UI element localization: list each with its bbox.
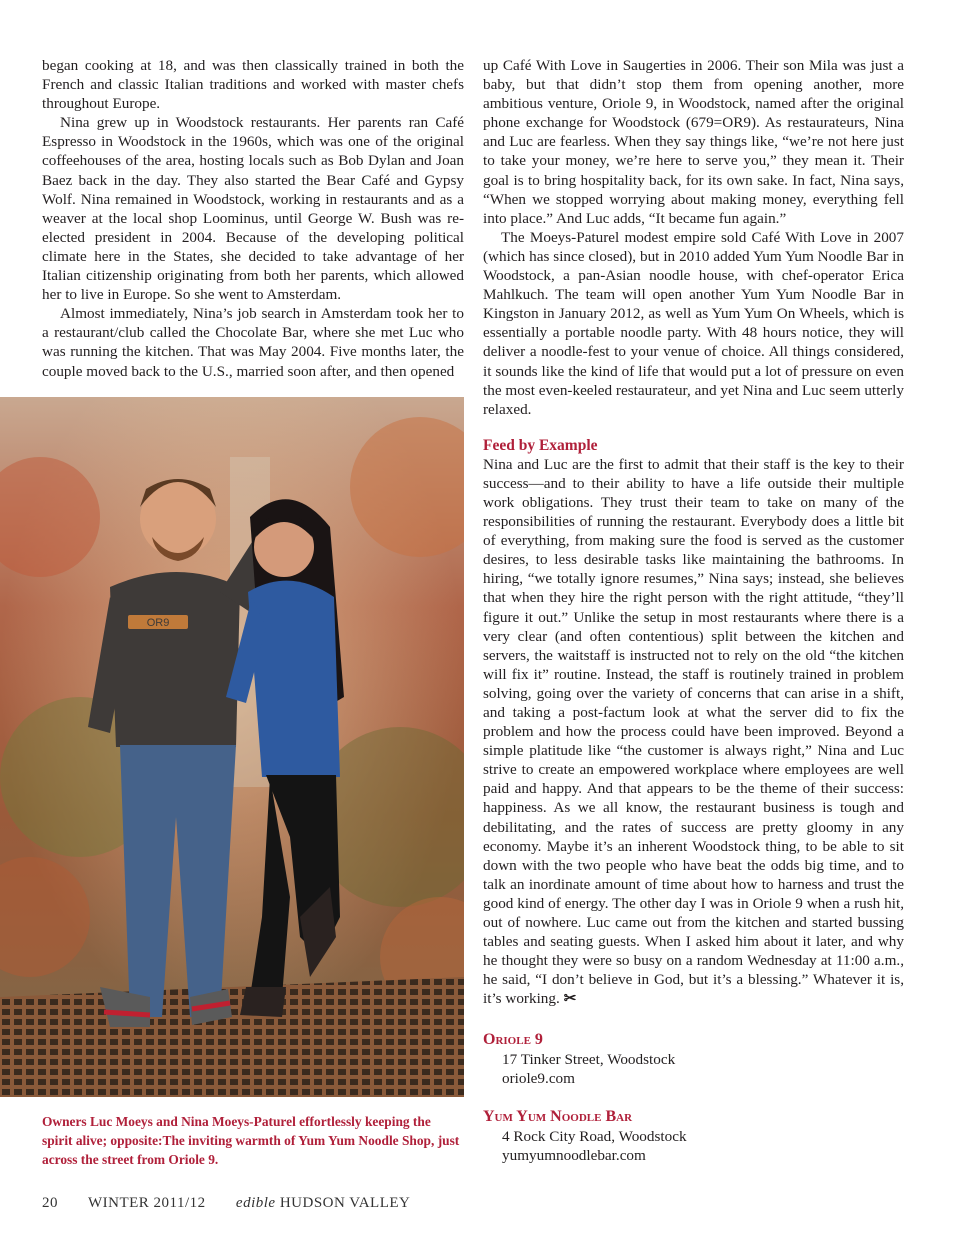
restaurant-listing	[483, 1107, 904, 1166]
listing-address: 17 Tinker Street, Woodstock	[502, 1050, 676, 1068]
body-paragraph	[483, 455, 904, 1009]
restaurant-listing	[483, 1030, 904, 1089]
left-text-column	[42, 56, 464, 381]
listing-url[interactable]: yumyumnoodlebar.com	[502, 1147, 646, 1164]
owners-photo	[0, 397, 464, 1097]
magazine-name	[236, 1195, 410, 1211]
section-subhead: Feed by Example	[483, 436, 598, 454]
photo-illustration	[0, 397, 464, 1097]
body-paragraph: Almost immediately, Nina’s job search in Amsterdam took her to a restaurant/club called the Chocolate Bar, where she met Luc who was running the kitchen. That was May 2004. Five months later, the couple moved back to the U.S., married soon after, and then opened	[42, 305, 464, 380]
photo-caption: Owners Luc Moeys and Nina Moeys-Paturel effortlessly keeping the spirit alive; opposite:The inviting warmth of Yum Yum Noodle Shop, just across the street from Oriole 9.	[42, 1114, 460, 1167]
magazine-title: HUDSON VALLEY	[279, 1195, 411, 1211]
body-paragraph: Nina grew up in Woodstock restaurants. Her parents ran Café Espresso in Woodstock in the 1960s, which was one of the original coffeehouses of the area, hosting locals such as Bob Dylan and Joan Baez back in the day. They also started the Bear Café and Gypsy Wolf. Nina remained in Woodstock, working in restaurants and as a weaver at the local shop Loominus, until George W. Bush was re-elected president in 2004. Because of the developing political climate here in the States, she decided to take advantage of her Italian citizenship originating from both her parents, which allowed her to live in Europe. So she went to Amsterdam.	[42, 114, 464, 304]
issue-label: WINTER 2011/12	[87, 1195, 206, 1211]
fork-knife-end-icon: ✂	[563, 990, 577, 1008]
listing-name: Oriole 9	[483, 1031, 543, 1048]
feed-paragraph-text: Nina and Luc are the first to admit that their staff is the key to their success—and to their ability to have a life outside their multiple work obligations. They trust their team to take on many of the responsibilities of running the restaurant. Everybody does a little bit of everything, from making sure the food is served as the customer desires, to less desirable tasks like maintaining the bathrooms. In hiring, “we totally ignore resumes,” Nina says; instead, she believes that when they hire the right person with the right attitude, “they’ll figure it out.” Unlike the setup in most restaurants where there is a very clear (and often contentious) split between the kitchen and servers, the waitstaff is instructed not to rely on the old “the kitchen will fix it” routine. Instead, the staff is routinely trained in problem solving, going over the variety of concerns that can arise in a shift, and taking a post-factum look at what the server did to fix the problem and how the process could have been improved. Beyond a simple platitude like “the customer is always right,” Nina and Luc strive to create an empowered workplace where employees are well paid and happy. And that appears to be the theme of their success: happiness. As we all know, the restaurant business is tough and debilitating, and the rates of success are pretty gloomy in any economy. Maybe it’s an inherent Woodstock thing, to be able to sit down with the two people who have beat the odds big time, and to talk an inordinate amount of time about how to harness and trust the good kind of energy. The other day I was in Oriole 9 when a rush hit, out of nowhere. Luc came out from the kitchen and started bussing tables and seating guests. When I asked him about it later, and why he thought they were so busy on a random Wednesday at 11:00 a.m., he said, “I don’t believe in God, but it’s a blessing.” Whatever it is, it’s working.	[483, 455, 904, 1008]
body-paragraph: up Café With Love in Saugerties in 2006. Their son Mila was just a baby, but that didn’t stop them from opening another, more ambitious venture, Oriole 9, in Woodstock, named after the original phone exchange for Woodstock (679=OR9). As restaurateurs, Nina and Luc are fearless. When they say things like, “we’re not here just to take your money, we’re here to serve you,” they mean it. Their goal is to bring hospitality back, for its own sake. In fact, Nina says, “When we stopped worrying about making money, everything fell into place.” And Luc adds, “It became fun again.”	[483, 57, 904, 227]
page-number: 20	[42, 1195, 58, 1211]
body-paragraph: began cooking at 18, and was then classically trained in both the French and classic Italian traditions and worked with master chefs throughout Europe.	[42, 57, 464, 113]
page-footer	[42, 1195, 436, 1212]
right-text-column	[483, 56, 904, 1009]
body-paragraph: The Moeys-Paturel modest empire sold Café With Love in 2007 (which has since closed), but in 2010 added Yum Yum Noodle Bar in Woodstock, a pan-Asian noodle house, with chef-operator Erica Mahlkuch. The team will open another Yum Yum Noodle Bar in Kingston in January 2012, as well as Yum Yum On Wheels, which is essentially a portable noodle party. With 48 hours notice, they will deliver a noodle-fest to your venue of choice. All things considered, it sounds like the kind of life that would put a lot of pressure on even the most even-keeled restaurateur, and yet Nina and Luc seem utterly relaxed.	[483, 228, 904, 418]
listing-name: Yum Yum Noodle Bar	[483, 1108, 633, 1125]
listing-address: 4 Rock City Road, Woodstock	[502, 1127, 687, 1145]
magazine-prefix: edible	[235, 1195, 276, 1211]
svg-text:OR9: OR9	[146, 617, 170, 629]
listing-url[interactable]: oriole9.com	[502, 1070, 575, 1087]
